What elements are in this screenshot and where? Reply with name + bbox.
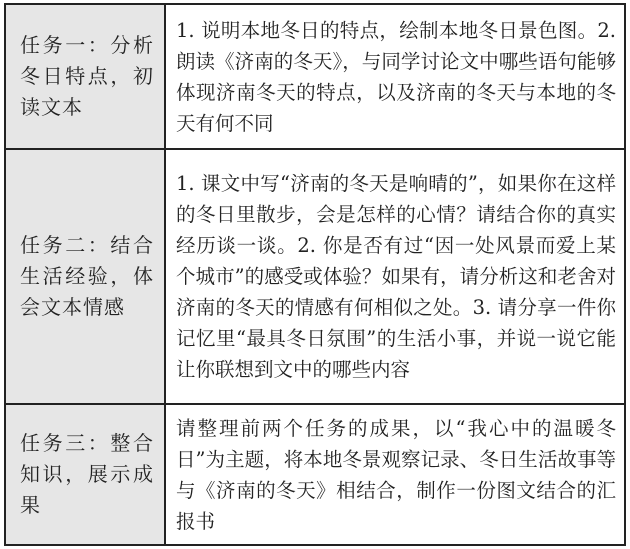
task-content: 1. 说明本地冬日的特点，绘制本地冬日景色图。2. 朗读《济南的冬天》，与同学讨论文中哪些语句能够体现济南冬天的特点，以及济南的冬天与本地的冬天有何不同	[176, 18, 616, 135]
task-content-cell	[166, 150, 624, 405]
task-name: 任务二：结合生活经验，体会文本情感	[20, 233, 154, 319]
task-table	[4, 3, 626, 546]
task-content: 请整理前两个任务的成果，以“我心中的温暖冬日”为主题，将本地冬景观察记录、冬日生活故事等与《济南的冬天》相结合，制作一份图文结合的汇报书	[176, 416, 616, 533]
task-content-cell	[166, 5, 624, 150]
task-name-cell	[6, 5, 166, 150]
task-content-cell	[166, 405, 624, 544]
task-name: 任务一：分析冬日特点，初读文本	[20, 33, 154, 119]
task-name-cell	[6, 405, 166, 544]
task-name-cell	[6, 150, 166, 405]
task-name: 任务三：整合知识，展示成果	[20, 431, 154, 517]
task-content: 1. 课文中写“济南的冬天是响晴的”，如果你在这样的冬日里散步，会是怎样的心情？请结合你的真实经历谈一谈。2. 你是否有过“因一处风景而爱上某个城市”的感受或体验？如果有，请分析这和老舍对济南的冬天的情感有何相似之处。3. 请分享一件你记忆里“最具冬日氛围”的生活小事，并说一说它能让你联想到文中的哪些内容	[176, 172, 616, 381]
